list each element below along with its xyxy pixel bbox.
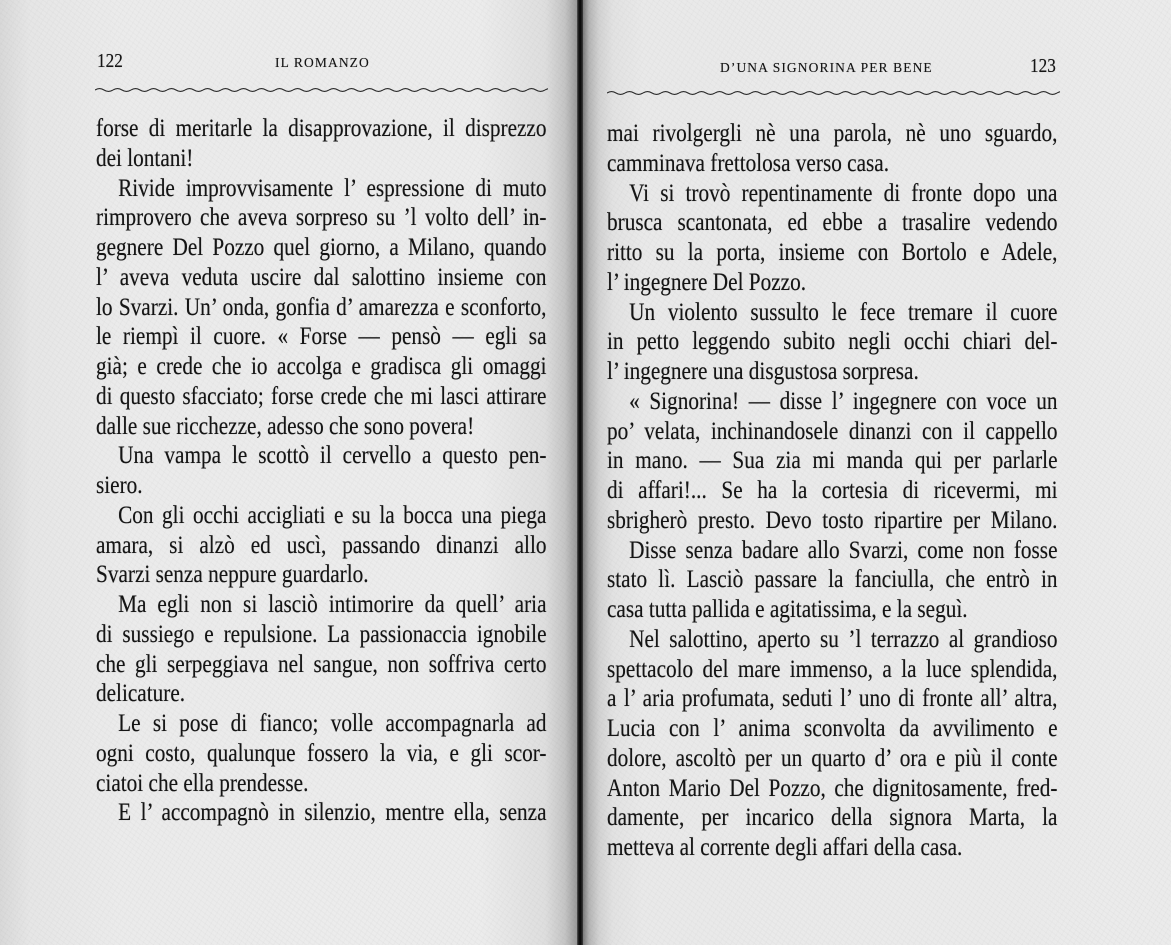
text-line: ciatoi che ella prendesse. xyxy=(96,769,309,797)
text-line: l’ aveva veduta uscire dal salottino insieme con xyxy=(96,263,547,291)
text-line: Vi si trovò repentinamente di fronte dopo una xyxy=(629,179,1058,207)
text-line: l’ ingegnere una disgustosa sorpresa. xyxy=(607,358,919,385)
text-line: brusca scantonata, ed ebbe a trasalire vedendo xyxy=(607,209,1058,237)
text-line: Svarzi senza neppure guardarlo. xyxy=(96,561,369,589)
text-line: ogni costo, qualunque fossero la via, e gli scor- xyxy=(96,739,547,767)
text-line: lo Svarzi. Un’ onda, gonfia d’ amarezza e sconforto, xyxy=(96,293,547,321)
text-line: casa tutta pallida e agitatissima, e la seguì. xyxy=(607,596,968,623)
paragraph xyxy=(96,501,547,590)
text-line: Le si pose di fianco; volle accompagnarla ad xyxy=(118,710,547,737)
paragraph xyxy=(96,709,547,798)
paragraph xyxy=(607,536,1058,625)
text-line: damente, per incarico della signora Marta, la xyxy=(607,804,1058,832)
text-line: metteva al corrente degli affari della casa. xyxy=(607,834,963,861)
text-line: rimprovero che aveva sorpreso su ’l volto dell’ in- xyxy=(96,204,547,232)
text-line: Una vampa le scottò il cervello a questo pen- xyxy=(118,442,547,470)
text-line: Con gli occhi accigliati e su la bocca una piega xyxy=(118,501,547,529)
paragraph xyxy=(607,387,1058,536)
text-line: E l’ accompagnò in silenzio, mentre ella, senza xyxy=(118,799,547,827)
text-line: dolore, ascoltò per un quarto d’ ora e più il conte xyxy=(607,744,1058,772)
text-line: le riempì il cuore. « Forse — pensò — egli sa xyxy=(96,323,547,351)
text-line: sbrigherò presto. Devo tosto ripartire per Milano. xyxy=(607,506,1058,534)
left-page xyxy=(0,0,577,945)
paragraph xyxy=(96,441,547,501)
text-line: Ma egli non si lasciò intimorire da quell’ aria xyxy=(118,591,547,618)
running-head: IL ROMANZO xyxy=(275,55,370,70)
text-line: di questo sfacciato; forse crede che mi lasci attirare xyxy=(96,382,547,410)
text-line: Un violento sussulto le fece tremare il cuore xyxy=(629,298,1058,326)
text-line: dalle sue ricchezze, adesso che sono povera! xyxy=(96,412,475,440)
text-line: in mano. — Sua zia mi manda qui per parlarle xyxy=(607,447,1058,475)
paragraph xyxy=(96,114,547,174)
paragraph xyxy=(96,174,547,442)
text-line: « Signorina! — disse l’ ingegnere con voce un xyxy=(629,387,1058,415)
text-line: Lucia con l’ anima sconvolta da avvilimento e xyxy=(607,715,1058,742)
text-line: amara, si alzò ed uscì, passando dinanzi allo xyxy=(96,531,547,559)
paragraph xyxy=(607,298,1058,387)
text-line: Rivide improvvisamente l’ espressione di muto xyxy=(118,174,547,202)
paragraph xyxy=(607,119,1058,179)
text-line: spettacolo del mare immenso, a la luce splendida, xyxy=(607,655,1058,683)
text-line: siero. xyxy=(96,472,143,499)
text-line: po’ velata, inchinandosele dinanzi con il cappello xyxy=(607,417,1058,445)
page-number: 123 xyxy=(1030,55,1056,77)
text-line: dei lontani! xyxy=(96,144,194,172)
paragraph xyxy=(607,625,1058,863)
ornamental-wavy-rule xyxy=(95,85,548,95)
text-line: Disse senza badare allo Svarzi, come non fosse xyxy=(629,536,1058,564)
text-line: di affari!... Se ha la cortesia di ricevermi, mi xyxy=(607,477,1058,504)
text-line: mai rivolgergli nè una parola, nè uno sguardo, xyxy=(607,120,1058,147)
text-line: già; e crede che io accolga e gradisca gli omaggi xyxy=(96,353,547,380)
right-page xyxy=(583,0,1171,945)
ornamental-wavy-rule xyxy=(607,88,1060,98)
text-line: in petto leggendo subito negli occhi chiari del- xyxy=(607,328,1058,356)
paragraph xyxy=(96,798,547,828)
paragraph xyxy=(96,590,547,709)
text-line: a l’ aria profumata, seduti l’ uno di fronte all’ altra, xyxy=(607,685,1058,713)
text-line: ritto su la porta, insieme con Bortolo e Adele, xyxy=(607,239,1058,266)
text-block xyxy=(607,119,1058,863)
text-line: gegnere Del Pozzo quel giorno, a Milano, quando xyxy=(96,234,547,261)
text-line: delicature. xyxy=(96,680,186,708)
text-line: di sussiego e repulsione. La passionaccia ignobile xyxy=(96,620,547,648)
text-line: camminava frettolosa verso casa. xyxy=(607,149,890,177)
text-line: stato lì. Lasciò passare la fanciulla, che entrò in xyxy=(607,566,1058,594)
text-line: Nel salottino, aperto su ’l terrazzo al grandioso xyxy=(629,625,1058,653)
running-head: D’UNA SIGNORINA PER BENE xyxy=(720,60,933,75)
paragraph xyxy=(607,179,1058,298)
text-line: l’ ingegnere Del Pozzo. xyxy=(607,268,807,296)
text-block xyxy=(96,114,547,828)
text-line: che gli serpeggiava nel sangue, non soffriva certo xyxy=(96,650,547,678)
page-number: 122 xyxy=(97,50,123,72)
text-line: forse di meritarle la disapprovazione, il disprezzo xyxy=(96,115,547,142)
text-line: Anton Mario Del Pozzo, che dignitosamente, fred- xyxy=(607,774,1058,802)
